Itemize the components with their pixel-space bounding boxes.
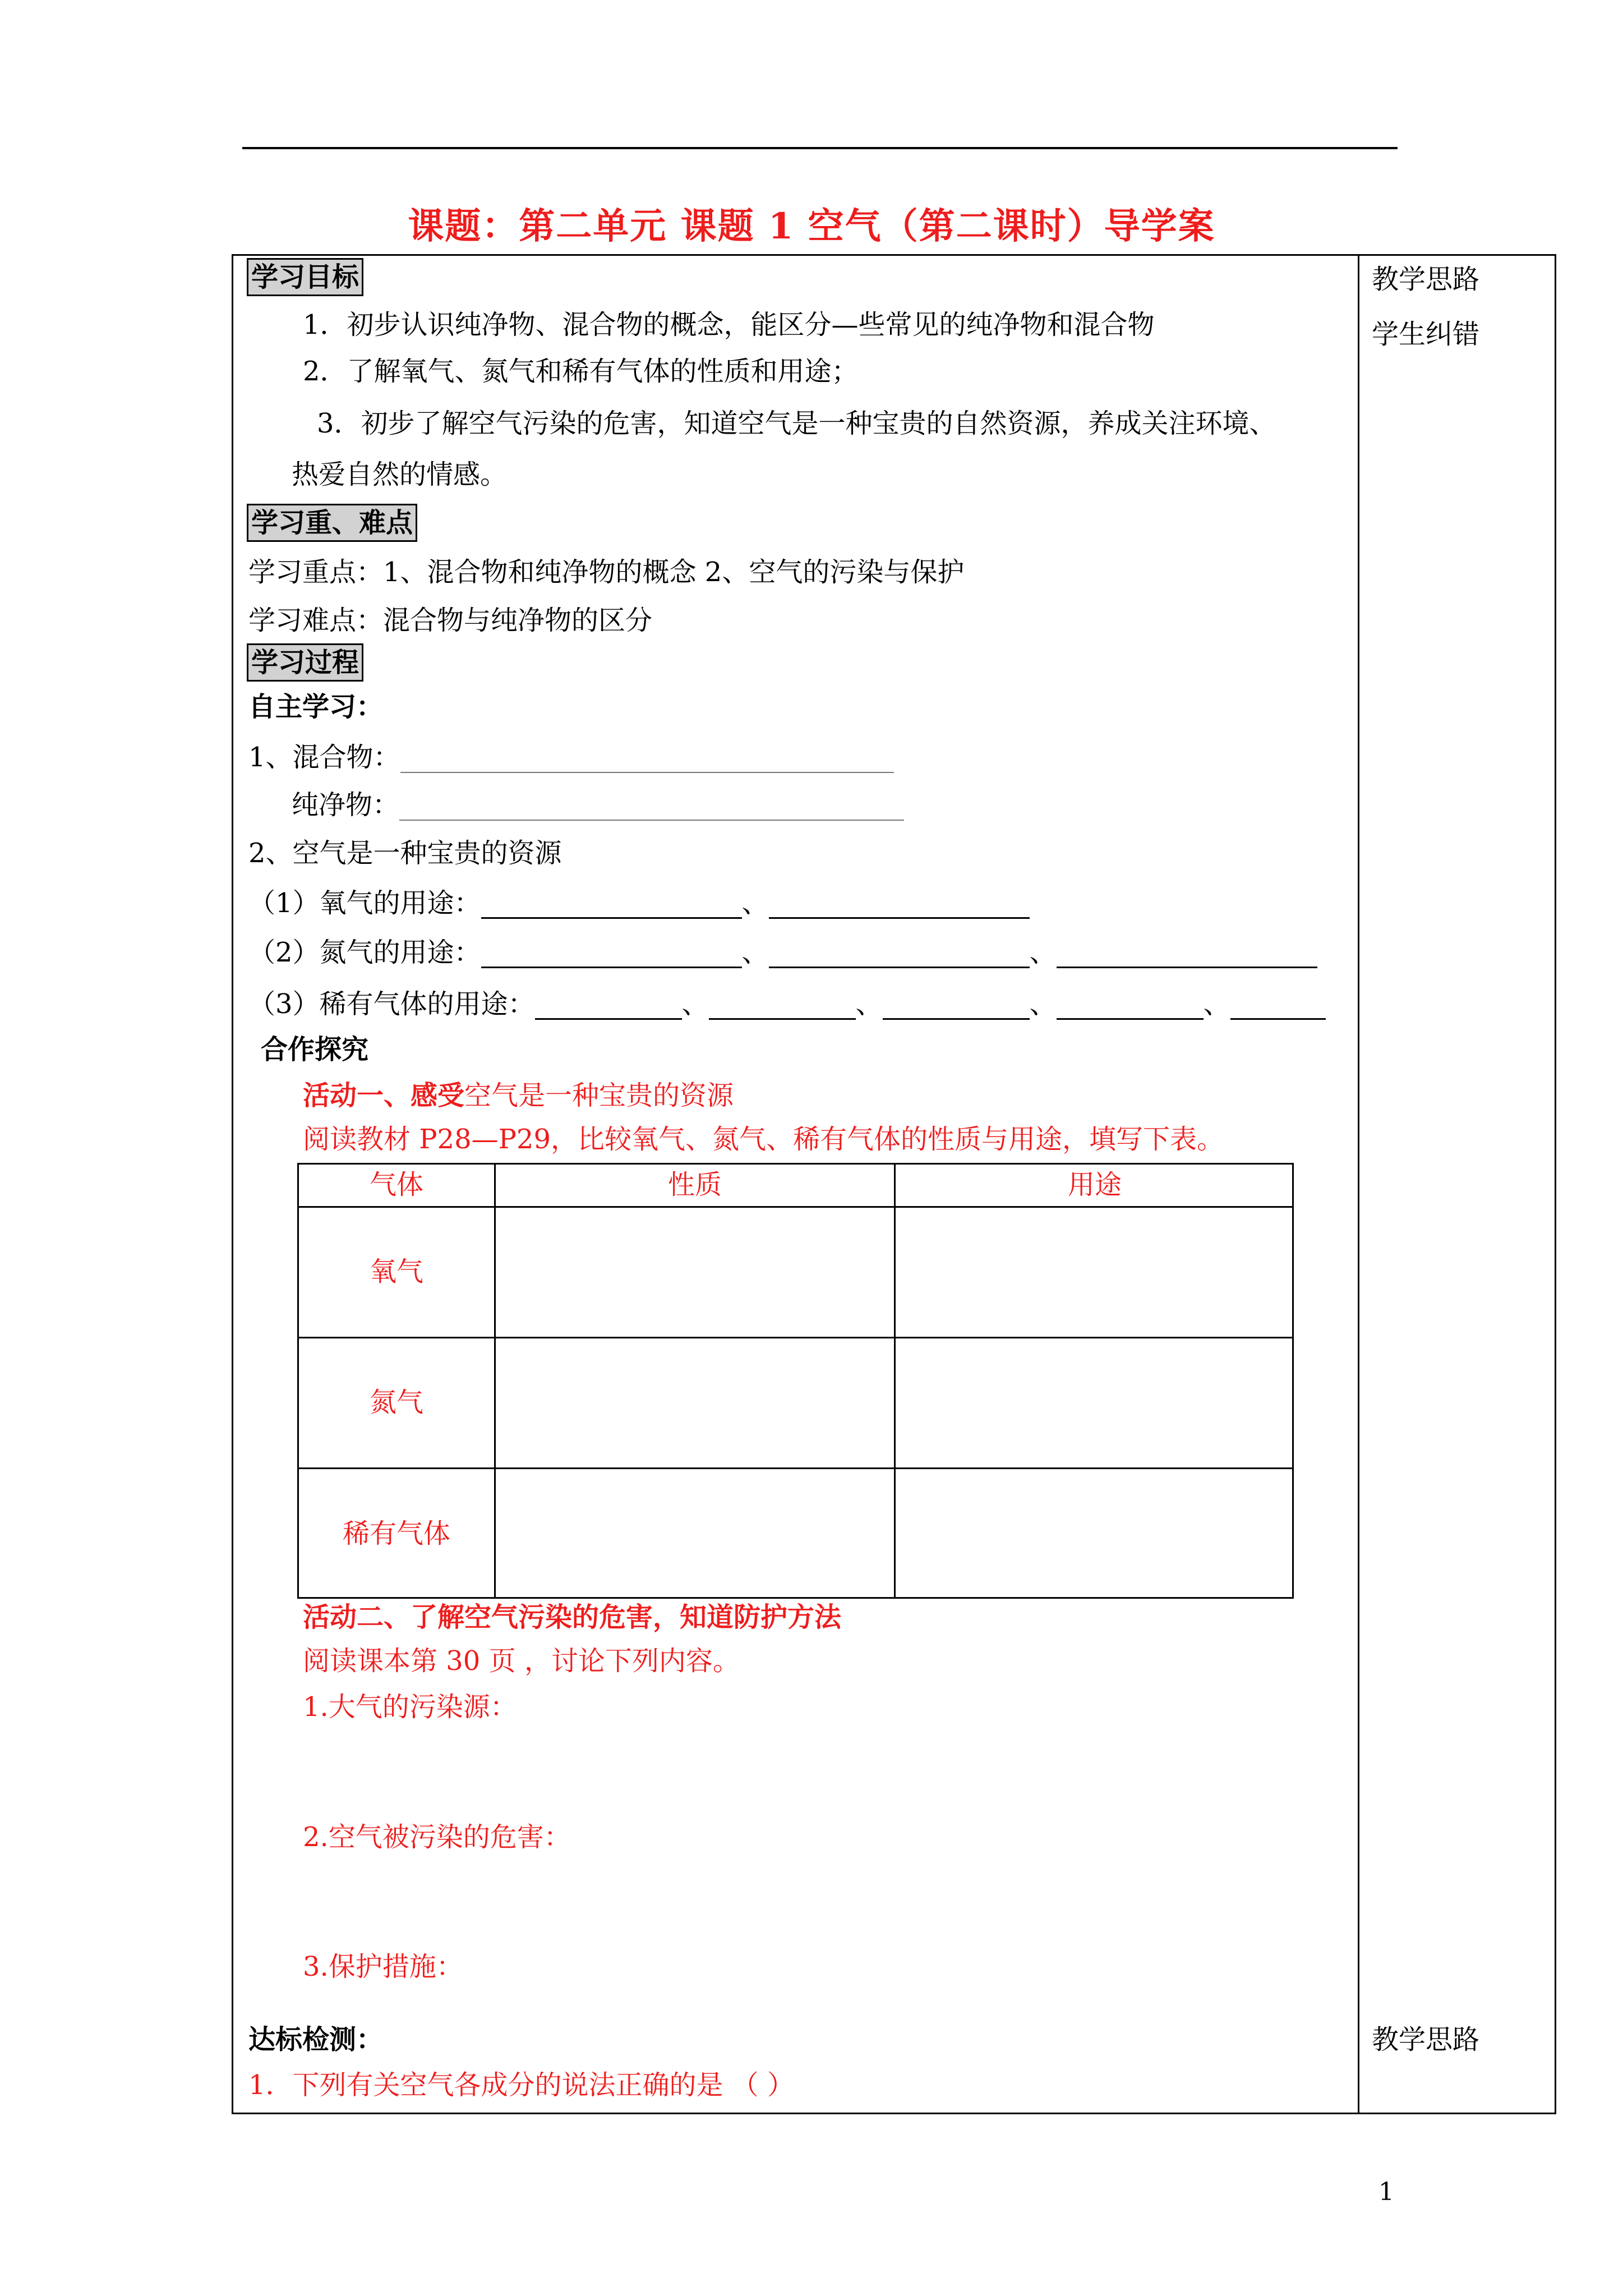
nitrogen-blank[interactable] bbox=[769, 967, 1030, 968]
difficulty-text: 学习难点：混合物与纯净物的区分 bbox=[248, 605, 653, 636]
table-divider bbox=[894, 1165, 896, 1597]
pure-blank[interactable] bbox=[399, 820, 904, 821]
page-title: 课题：第二单元 课题 1 空气（第二课时）导学案 bbox=[408, 205, 1215, 247]
nitrogen-blank[interactable] bbox=[1057, 967, 1317, 968]
cooperation-heading: 合作探究 bbox=[261, 1034, 369, 1065]
gas-table bbox=[297, 1163, 1294, 1599]
oxygen-label: （1）氧气的用途： bbox=[248, 887, 481, 919]
table-divider bbox=[299, 1337, 1292, 1338]
side-teaching-ideas: 教学思路 bbox=[1372, 264, 1480, 295]
activity2-title: 活动二、了解空气污染的危害，知道防护方法 bbox=[303, 1602, 842, 1633]
protection-question: 3.保护措施： bbox=[303, 1951, 463, 1982]
nitrogen-row bbox=[248, 937, 1317, 968]
separator: 、 bbox=[855, 988, 883, 1020]
noble-row bbox=[248, 988, 1326, 1020]
self-study-label: 自主学习： bbox=[248, 691, 384, 723]
oxygen-blank[interactable] bbox=[769, 917, 1030, 919]
resource-label: 2、空气是一种宝贵的资源 bbox=[248, 838, 562, 869]
activity1-title-rest: 空气是一种宝贵的资源 bbox=[464, 1080, 734, 1111]
key-points-heading: 学习重、难点 bbox=[247, 504, 417, 542]
pure-label: 纯净物： bbox=[292, 789, 400, 821]
page-number: 1 bbox=[1378, 2178, 1394, 2206]
activity2-instruction: 阅读课本第 30 页 ，讨论下列内容。 bbox=[303, 1645, 740, 1677]
focus-text: 学习重点：1、混合物和纯净物的概念 2、空气的污染与保护 bbox=[248, 556, 965, 588]
side-student-corrections: 学生纠错 bbox=[1372, 319, 1480, 350]
header-rule bbox=[242, 147, 1398, 149]
mixture-row bbox=[248, 742, 894, 773]
noble-blank[interactable] bbox=[1230, 1018, 1326, 1020]
noble-blank[interactable] bbox=[709, 1018, 856, 1020]
table-cell-gas: 氧气 bbox=[369, 1256, 423, 1287]
column-divider bbox=[1358, 254, 1359, 2114]
pollution-harm-question: 2.空气被污染的危害： bbox=[303, 1821, 571, 1853]
pure-row bbox=[292, 789, 904, 821]
mixture-blank[interactable] bbox=[400, 772, 894, 773]
oxygen-row bbox=[248, 887, 1030, 919]
process-heading: 学习过程 bbox=[247, 643, 363, 682]
noble-label: （3）稀有气体的用途： bbox=[248, 988, 535, 1020]
objective-item: 2．了解氧气、氮气和稀有气体的性质和用途； bbox=[303, 356, 859, 387]
activity1-title-bold: 活动一、感受 bbox=[303, 1080, 465, 1111]
separator: 、 bbox=[1203, 988, 1230, 1020]
table-divider bbox=[494, 1165, 496, 1597]
side-teaching-ideas-2: 教学思路 bbox=[1372, 2024, 1480, 2055]
check-question-1: 1．下列有关空气各成分的说法正确的是 （ ） bbox=[248, 2069, 795, 2101]
table-header-use: 用途 bbox=[1067, 1169, 1122, 1200]
pollution-source-question: 1.大气的污染源： bbox=[303, 1691, 517, 1723]
table-cell-gas: 稀有气体 bbox=[342, 1518, 450, 1549]
oxygen-blank[interactable] bbox=[481, 917, 742, 919]
table-cell-gas: 氮气 bbox=[369, 1387, 423, 1418]
nitrogen-label: （2）氮气的用途： bbox=[248, 937, 481, 968]
separator: 、 bbox=[741, 887, 769, 919]
nitrogen-blank[interactable] bbox=[481, 967, 742, 968]
table-divider bbox=[299, 1467, 1292, 1469]
table-divider bbox=[299, 1206, 1292, 1208]
objective-item: 热爱自然的情感。 bbox=[292, 459, 508, 490]
table-header-gas: 气体 bbox=[369, 1169, 423, 1200]
noble-blank[interactable] bbox=[883, 1018, 1030, 1020]
objective-item: 3．初步了解空气污染的危害，知道空气是一种宝贵的自然资源，养成关注环境、 bbox=[317, 408, 1276, 439]
separator: 、 bbox=[1029, 937, 1057, 968]
objective-item: 1．初步认识纯净物、混合物的概念，能区分—些常见的纯净物和混合物 bbox=[303, 309, 1155, 341]
separator: 、 bbox=[1029, 988, 1057, 1020]
mixture-label: 1、混合物： bbox=[248, 742, 400, 773]
check-heading: 达标检测： bbox=[248, 2024, 384, 2055]
activity1-title bbox=[303, 1080, 734, 1111]
noble-blank[interactable] bbox=[535, 1018, 682, 1020]
separator: 、 bbox=[681, 988, 709, 1020]
table-header-property: 性质 bbox=[667, 1169, 722, 1200]
activity1-instruction: 阅读教材 P28—P29，比较氧气、氮气、稀有气体的性质与用途，填写下表。 bbox=[303, 1124, 1224, 1155]
noble-blank[interactable] bbox=[1057, 1018, 1204, 1020]
objectives-heading: 学习目标 bbox=[247, 258, 363, 296]
separator: 、 bbox=[741, 937, 769, 968]
